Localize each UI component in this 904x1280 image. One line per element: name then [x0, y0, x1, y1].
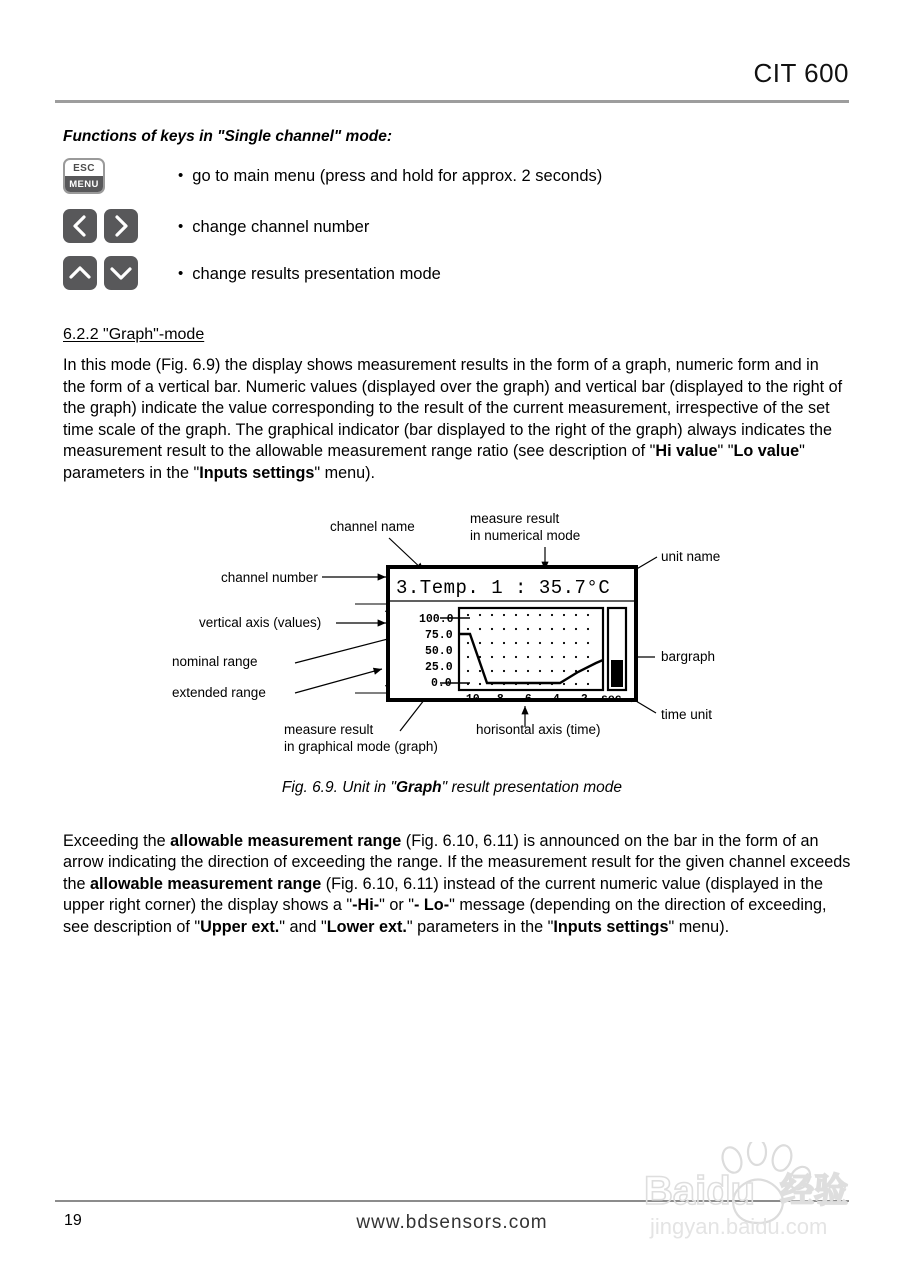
- callout-measure-numerical-2: in numerical mode: [470, 528, 581, 543]
- y-tick-label-1: 75.0: [425, 629, 453, 642]
- emphasis-text: Inputs settings: [553, 917, 669, 936]
- bargraph-fill: [611, 660, 623, 687]
- y-tick-label-0: 100.0: [419, 613, 454, 626]
- chevron-up-icon: [63, 256, 97, 290]
- callout-channel-name: channel name: [330, 519, 415, 534]
- menu-label: MENU: [65, 176, 103, 192]
- body-text: In this mode (Fig. 6.9) the display shows measurement results in the form of a graph, numeric form and in the form of a vertical bar. Numeric values (displayed over the graph) and vertical bar (displayed to the right of the graph) indicate the value corresponding to the result of the current measurement, irrespective of the set time scale of the graph. The graphical indicator (bar displayed to the right of the graph) always indicates the measurement result to the allowable measurement range ratio (see description of ": [63, 356, 843, 461]
- callout-time-unit: time unit: [661, 707, 713, 722]
- emphasis-text: Lower ext.: [326, 917, 407, 936]
- emphasis-text: Hi value: [655, 442, 718, 461]
- key-icon-esc-menu: [63, 158, 105, 194]
- key-description-up-down: • change results presentation mode: [178, 265, 441, 284]
- watermark-brand: Baidu: [644, 1169, 756, 1213]
- callout-channel-number: channel number: [221, 570, 318, 585]
- callout-nominal-range: nominal range: [172, 654, 258, 669]
- watermark-sub: jingyan.baidu.com: [650, 1214, 828, 1239]
- caption-bold: Graph: [395, 779, 442, 796]
- footer-url: www.bdsensors.com: [356, 1212, 548, 1233]
- chart-plot-area: [459, 608, 603, 690]
- callout-vertical-axis: vertical axis (values): [199, 615, 322, 630]
- callout-measure-graphical-1: measure result: [284, 722, 374, 737]
- figure-diagram: [0, 505, 904, 780]
- x-tick-label-1: -8: [490, 693, 504, 706]
- key-description-left-right: • change channel number: [178, 218, 369, 237]
- x-tick-label-2: -6: [518, 693, 532, 706]
- chevron-left-icon: [63, 209, 97, 243]
- body-text: " or ": [379, 896, 415, 915]
- body-text: " menu).: [668, 917, 730, 936]
- page-title: CIT 600: [753, 58, 849, 88]
- x-axis-time-unit: sec.: [601, 693, 629, 706]
- y-tick-label-4: 0.0: [431, 677, 452, 690]
- esc-menu-key: [63, 158, 105, 194]
- header-divider: [55, 100, 849, 103]
- y-tick-label-3: 25.0: [425, 661, 453, 674]
- callout-unit-name: unit name: [661, 549, 721, 564]
- esc-label: ESC: [73, 162, 95, 174]
- callout-extended-range: extended range: [172, 685, 266, 700]
- body-text: (Fig. 6.10, 6.11) instead of the current numeric value (displayed in the upper right corner) the display shows a ": [63, 874, 824, 915]
- body-text: " and ": [279, 917, 327, 936]
- emphasis-text: allowable measurement range: [90, 874, 322, 893]
- caption-post: " result presentation mode: [441, 779, 623, 796]
- chevron-down-icon: [104, 256, 138, 290]
- body-text: " ": [717, 442, 734, 461]
- figure-6-9: [0, 505, 904, 780]
- key-icon-up-down: [63, 256, 138, 290]
- key-description-esc-menu: • go to main menu (press and hold for approx. 2 seconds): [178, 167, 602, 186]
- body-text: Exceeding the: [63, 832, 171, 850]
- emphasis-text: Lo value: [733, 442, 800, 461]
- chevron-right-icon: [104, 209, 138, 243]
- body-text: " menu).: [314, 463, 375, 482]
- x-tick-label-0: -10: [459, 693, 480, 706]
- keys-section-heading: Functions of keys in "Single channel" mode:: [63, 128, 393, 145]
- figure-caption: [0, 779, 904, 797]
- baidu-watermark: [640, 1142, 880, 1252]
- callout-horizontal-axis: horisontal axis (time): [476, 722, 601, 737]
- footer-divider: [55, 1200, 849, 1202]
- body-text: " parameters in the ": [63, 442, 805, 482]
- x-tick-label-3: -4: [546, 693, 560, 706]
- y-tick-label-2: 50.0: [425, 645, 453, 658]
- section-heading-622: 6.2.2 "Graph"-mode: [63, 326, 205, 343]
- callout-measure-graphical-2: in graphical mode (graph): [284, 739, 438, 754]
- emphasis-text: allowable measurement range: [170, 832, 402, 850]
- leader-extended-range: [295, 669, 382, 693]
- callout-measure-numerical-1: measure result: [470, 511, 560, 526]
- emphasis-text: Inputs settings: [199, 463, 315, 482]
- body-text: " message (depending on the direction of exceeding, see description of ": [63, 896, 827, 936]
- callout-bargraph: bargraph: [661, 649, 716, 664]
- body-text: " parameters in the ": [406, 917, 554, 936]
- caption-pre: Fig. 6.9. Unit in ": [281, 779, 396, 796]
- lcd-header-text: 3.Temp. 1 : 35.7°C: [396, 577, 611, 599]
- body-text: (Fig. 6.10, 6.11) is announced on the bar in the form of an arrow indicating the direction of exceeding the range. If the measurement result for the given channel exceeds the: [63, 832, 851, 893]
- bottom-paragraph: [63, 831, 853, 938]
- emphasis-text: -Hi-: [352, 896, 380, 915]
- section-paragraph-622: [63, 355, 845, 485]
- x-tick-label-4: -2: [574, 693, 588, 706]
- emphasis-text: Upper ext.: [200, 917, 280, 936]
- emphasis-text: - Lo-: [414, 896, 450, 915]
- watermark-cn-text: 经验: [780, 1171, 848, 1211]
- page-number: 19: [64, 1212, 82, 1229]
- key-icon-left-right: [63, 209, 138, 243]
